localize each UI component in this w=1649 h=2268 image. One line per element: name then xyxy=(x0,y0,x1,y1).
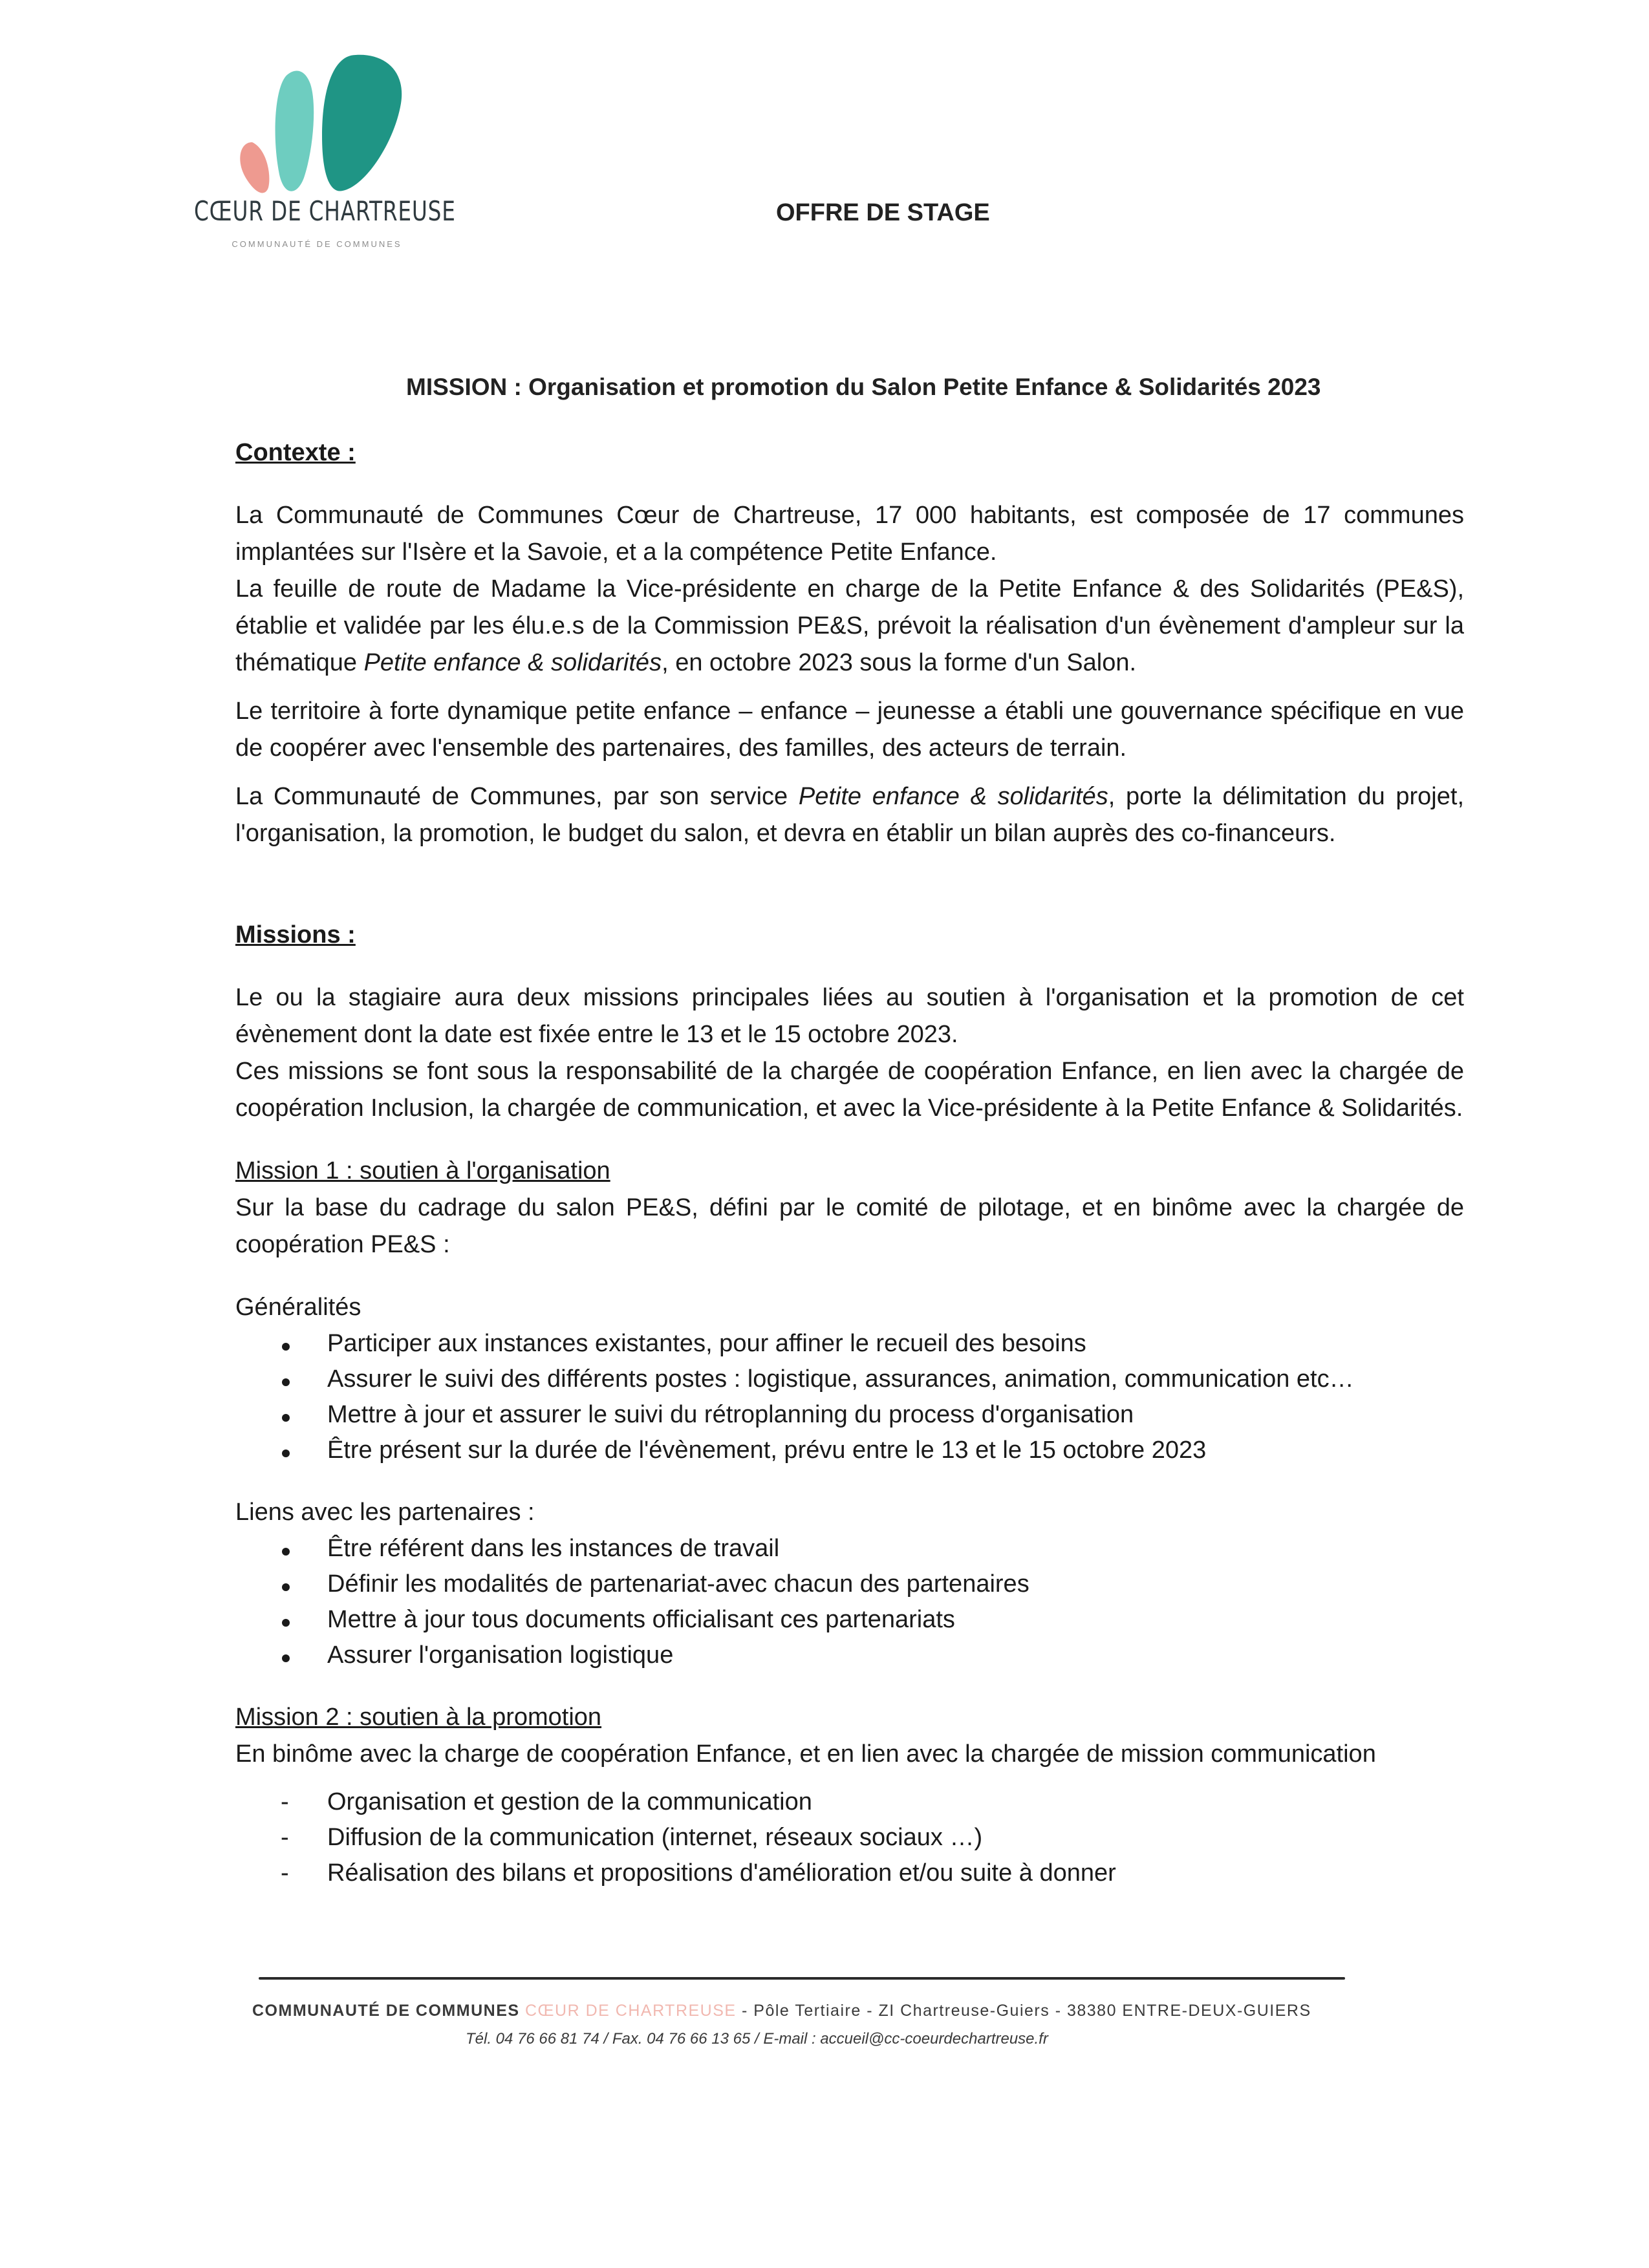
document-type-title: OFFRE DE STAGE xyxy=(776,199,990,226)
list-item: Assurer l'organisation logistique xyxy=(327,1638,1464,1673)
mission1-heading: Mission 1 : soutien à l'organisation xyxy=(235,1157,610,1184)
logo-petal-mint xyxy=(275,71,314,191)
contexte-heading: Contexte : xyxy=(235,439,356,466)
contexte-paragraph-1: La Communauté de Communes Cœur de Chartreuse, 17 000 habitants, est composée de 17 communes implantées sur l'Isère et la Savoie, et a la compétence Petite Enfance. xyxy=(235,502,1464,566)
missions-paragraph-2: Ces missions se font sous la responsabilité de la chargée de coopération Enfance, en lien avec la chargée de coopération Inclusion, la chargée de communication, et avec la Vice-présidente à la Petite Enfance & Solidarités. xyxy=(235,1058,1464,1122)
footer-address-text: - Pôle Tertiaire - ZI Chartreuse-Guiers - 38380 ENTRE-DEUX-GUIERS xyxy=(736,2002,1311,2020)
mission2-intro: En binôme avec la charge de coopération Enfance, et en lien avec la chargée de mission communication xyxy=(235,1740,1376,1768)
list-item: Participer aux instances existantes, pour affiner le recueil des besoins xyxy=(327,1326,1464,1362)
mission2-list xyxy=(235,1784,1464,1891)
footer-divider xyxy=(259,1977,1345,1980)
list-item: - Diffusion de la communication (internet, réseaux sociaux …) xyxy=(327,1820,1464,1856)
dash-icon: - xyxy=(281,1824,289,1851)
logo-petal-teal xyxy=(322,55,402,191)
list-item: Mettre à jour et assurer le suivi du rétroplanning du process d'organisation xyxy=(327,1397,1464,1433)
missions-heading: Missions : xyxy=(235,921,356,948)
contexte-p2-end: , en octobre 2023 sous la forme d'un Salon. xyxy=(662,649,1137,676)
bullet-icon xyxy=(282,1450,290,1457)
footer-address xyxy=(252,2002,1352,2020)
mission2-heading: Mission 2 : soutien à la promotion xyxy=(235,1704,602,1731)
dash-icon: - xyxy=(281,1788,289,1815)
mission1-intro: Sur la base du cadrage du salon PE&S, défini par le comité de pilotage, et en binôme avec la chargée de coopération PE&S : xyxy=(235,1194,1464,1258)
partenaires-label: Liens avec les partenaires : xyxy=(235,1499,535,1526)
footer-contact: Tél. 04 76 66 81 74 / Fax. 04 76 66 13 65 / E-mail : accueil@cc-coeurdechartreuse.fr xyxy=(466,2030,1048,2048)
bullet-icon xyxy=(282,1378,290,1386)
generalites-list xyxy=(235,1326,1464,1468)
dash-icon: - xyxy=(281,1859,289,1887)
contexte-p2-emphasis: Petite enfance & solidarités xyxy=(363,649,662,676)
list-item: Définir les modalités de partenariat-avec chacun des partenaires xyxy=(327,1567,1464,1602)
logo xyxy=(194,45,456,265)
partenaires-list xyxy=(235,1531,1464,1673)
contexte-paragraph-2 xyxy=(235,571,1464,681)
logo-name: CŒUR DE CHARTREUSE xyxy=(194,195,456,227)
list-item: - Organisation et gestion de la communication xyxy=(327,1784,1464,1820)
list-item: Être présent sur la durée de l'évènement, prévu entre le 13 et le 15 octobre 2023 xyxy=(327,1433,1464,1468)
bullet-icon xyxy=(282,1548,290,1556)
bullet-icon xyxy=(282,1343,290,1351)
generalites-label: Généralités xyxy=(235,1294,361,1321)
logo-petal-salmon xyxy=(240,142,269,193)
document-body xyxy=(235,434,1464,1891)
contexte-p2-text: La feuille de route de Madame la Vice-présidente en charge de la Petite Enfance & des Solidarités (PE&S), établie et validée par les élu.e.s de la Commission PE&S, prévoit la réalisation d'un évènement d'ampleur sur la thématique xyxy=(235,575,1464,676)
contexte-p4-end: , porte la délimitation du projet, l'organisation, la promotion, le budget du salon, et devra en établir un bilan auprès des co-financeurs. xyxy=(235,783,1464,847)
list-item: Mettre à jour tous documents officialisant ces partenariats xyxy=(327,1602,1464,1638)
bullet-icon xyxy=(282,1414,290,1422)
bullet-icon xyxy=(282,1583,290,1591)
contexte-p4-text: La Communauté de Communes, par son service xyxy=(235,783,799,810)
missions-paragraph-1: Le ou la stagiaire aura deux missions principales liées au soutien à l'organisation et la promotion de cet évènement dont la date est fixée entre le 13 et le 15 octobre 2023. xyxy=(235,984,1464,1048)
contexte-paragraph-4 xyxy=(235,778,1464,852)
footer-brand: CŒUR DE CHARTREUSE xyxy=(525,2002,737,2020)
list-item: - Réalisation des bilans et propositions d'amélioration et/ou suite à donner xyxy=(327,1856,1464,1891)
footer-org: COMMUNAUTÉ DE COMMUNES xyxy=(252,2002,520,2020)
mission-title: MISSION : Organisation et promotion du Salon Petite Enfance & Solidarités 2023 xyxy=(406,374,1321,400)
list-item: Assurer le suivi des différents postes : logistique, assurances, animation, communication etc… xyxy=(327,1362,1464,1397)
bullet-icon xyxy=(282,1619,290,1627)
list-item: Être référent dans les instances de travail xyxy=(327,1531,1464,1567)
logo-subtitle: COMMUNAUTÉ DE COMMUNES xyxy=(232,239,402,249)
logo-mark-icon xyxy=(220,45,414,200)
contexte-paragraph-3: Le territoire à forte dynamique petite enfance – enfance – jeunesse a établi une gouvernance spécifique en vue de coopérer avec l'ensemble des partenaires, des familles, des acteurs de terrain. xyxy=(235,698,1464,762)
bullet-icon xyxy=(282,1654,290,1662)
contexte-p4-emphasis: Petite enfance & solidarités xyxy=(798,783,1108,810)
